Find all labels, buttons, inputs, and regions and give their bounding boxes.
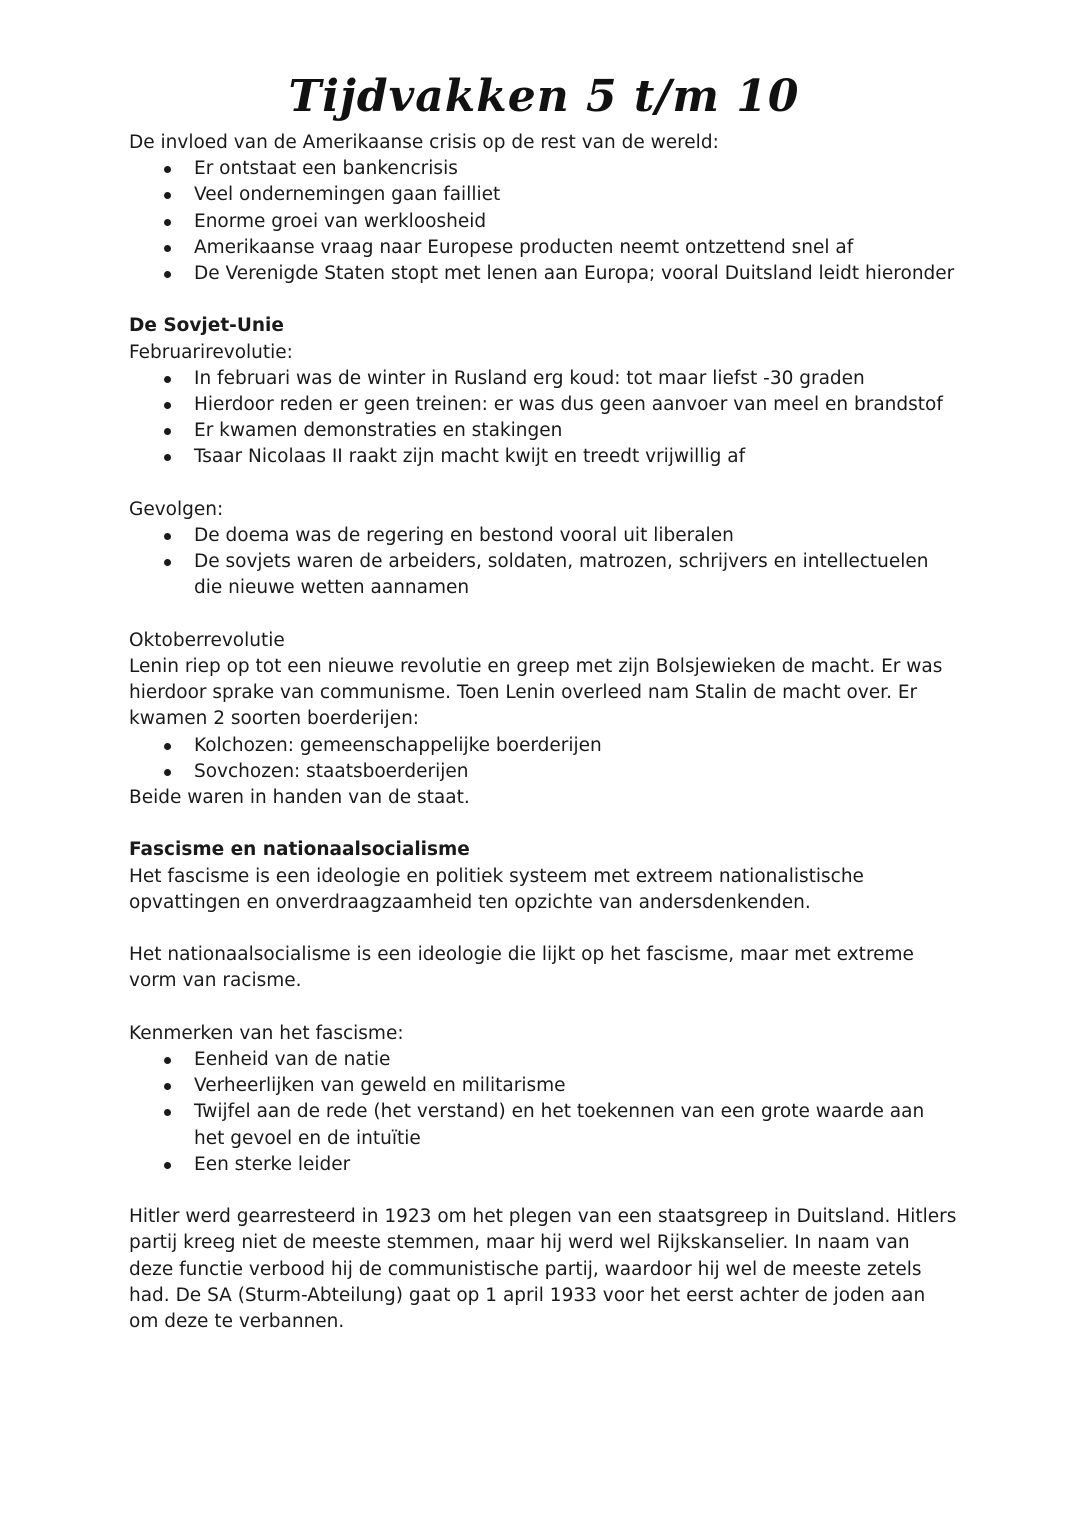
spacer: [129, 1178, 959, 1204]
list-item: Tsaar Nicolaas II raakt zijn macht kwijt en treedt vrijwillig af: [129, 444, 959, 470]
spacer: [129, 811, 959, 837]
list-item: Hierdoor reden er geen treinen: er was dus geen aanvoer van meel en brandstof: [129, 392, 959, 418]
boerderij-outro: Beide waren in handen van de staat.: [129, 787, 470, 809]
spacer: [129, 995, 959, 1021]
boerderij-list: [129, 733, 959, 785]
list-item: Er kwamen demonstraties en stakingen: [129, 418, 959, 444]
oktober-label: Oktoberrevolutie: [129, 629, 285, 651]
list-item: De Verenigde Staten stopt met lenen aan Europa; vooral Duitsland leidt hieronder: [129, 261, 959, 287]
list-item: De doema was de regering en bestond vooral uit liberalen: [129, 523, 959, 549]
list-item: Eenheid van de natie: [129, 1047, 959, 1073]
spacer: [129, 287, 959, 313]
kenmerken-list: [129, 1047, 959, 1178]
page-title: Tijdvakken 5 t/m 10: [288, 71, 800, 122]
list-item: Veel ondernemingen gaan failliet: [129, 182, 959, 208]
februari-label: Februarirevolutie:: [129, 341, 293, 363]
list-item: Kolchozen: gemeenschappelijke boerderijen: [129, 733, 959, 759]
crisis-intro: De invloed van de Amerikaanse crisis op de rest van de wereld:: [129, 132, 719, 153]
nationaalsocialisme-text: Het nationaalsocialisme is een ideologie die lijkt op het fascisme, maar met extreme vorm van racisme.: [129, 944, 914, 992]
gevolgen-list: [129, 523, 959, 602]
document-page: [129, 68, 959, 1335]
crisis-list: [129, 156, 959, 287]
list-item: Enorme groei van werkloosheid: [129, 209, 959, 235]
spacer: [129, 471, 959, 497]
spacer: [129, 916, 959, 942]
list-item: Twijfel aan de rede (het verstand) en het toekennen van een grote waarde aan het gevoel en de intuïtie: [129, 1099, 959, 1151]
gevolgen-label: Gevolgen:: [129, 498, 224, 520]
kenmerken-label: Kenmerken van het fascisme:: [129, 1022, 404, 1044]
spacer: [129, 602, 959, 628]
oktober-text: Lenin riep op tot een nieuwe revolutie en greep met zijn Bolsjewieken de macht. Er was hierdoor sprake van communisme. Toen Lenin overleed nam Stalin de macht over. Er kwamen 2 soorten boerderijen:: [129, 656, 943, 730]
fascisme-text: Het fascisme is een ideologie en politiek systeem met extreem nationalistische opvattingen en onverdraagzaamheid ten opzichte van andersdenkenden.: [129, 865, 864, 913]
list-item: Verheerlijken van geweld en militarisme: [129, 1073, 959, 1099]
list-item: Een sterke leider: [129, 1152, 959, 1178]
list-item: Amerikaanse vraag naar Europese producten neemt ontzettend snel af: [129, 235, 959, 261]
list-item: Sovchozen: staatsboerderijen: [129, 759, 959, 785]
list-item: In februari was de winter in Rusland erg koud: tot maar liefst -30 graden: [129, 366, 959, 392]
list-item: De sovjets waren de arbeiders, soldaten, matrozen, schrijvers en intellectuelen die nieuwe wetten aannamen: [129, 549, 959, 601]
section-heading-fascisme: Fascisme en nationaalsocialisme: [129, 839, 470, 861]
februari-list: [129, 366, 959, 471]
hitler-text: Hitler werd gearresteerd in 1923 om het plegen van een staatsgreep in Duitsland. Hitlers partij kreeg niet de meeste stemmen, maar hij werd wel Rijkskanselier. In naam van deze functie verbood hij de communistische partij, waardoor hij wel de meeste zetels had. De SA (Sturm-Abteilung) gaat op 1 april 1933 voor het eerst achter de joden aan om deze te verbannen.: [129, 1206, 957, 1333]
section-heading-sovjet: De Sovjet-Unie: [129, 315, 284, 337]
list-item: Er ontstaat een bankencrisis: [129, 156, 959, 182]
